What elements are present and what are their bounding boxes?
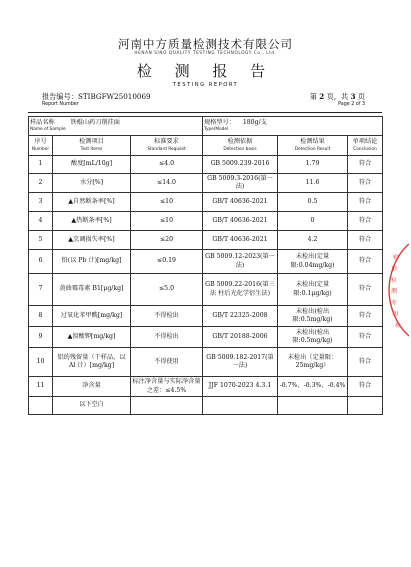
sample-type-label: 规格型号： — [204, 118, 235, 126]
row-number-cell: 11 — [29, 377, 53, 397]
detection-basis-cell: GB/T 40636-2021 — [203, 231, 278, 250]
row-number-cell: 3 — [29, 193, 53, 212]
report-number-value: STIBGFW25010069 — [77, 92, 151, 101]
conclusion-cell: 符合 — [348, 250, 383, 274]
standard-request-cell: ≤5.0 — [131, 274, 203, 306]
sample-type-label-en: Type/Model — [204, 127, 229, 133]
row-number-cell: 2 — [29, 174, 53, 193]
col-header-cn: 序号 — [34, 138, 47, 146]
report-title-en: TESTING REPORT — [172, 82, 239, 88]
table-row — [29, 231, 383, 250]
test-item-cell: 过氧化苯甲酰[mg/kg] — [53, 306, 131, 327]
test-item-cell: 水分[%] — [53, 174, 131, 193]
row-number-cell: 7 — [29, 274, 53, 306]
empty-cell — [348, 397, 383, 415]
table-row — [29, 274, 383, 306]
detection-basis-cell: GB 5009.22-2016(第三法 柱后光化学衍生法) — [203, 274, 278, 306]
detection-result-cell: 未检出(检出限:0.5mg/kg) — [278, 306, 348, 327]
table-row — [29, 156, 383, 174]
table-row — [29, 377, 383, 397]
company-name: 河南中方质量检测技术有限公司 — [118, 37, 293, 51]
test-item-cell: 净含量 — [53, 377, 131, 397]
standard-request-cell: ≤4.0 — [131, 156, 203, 174]
report-number-en: Report Number — [42, 102, 79, 107]
col-header-en: Standard Request — [147, 146, 186, 152]
empty-cell — [131, 397, 203, 415]
row-number-cell: 10 — [29, 348, 53, 377]
empty-cell — [278, 397, 348, 415]
standard-request-cell: ≤14.0 — [131, 174, 203, 193]
detection-result-cell: 4.2 — [278, 231, 348, 250]
detection-result-cell: 0.5 — [278, 193, 348, 212]
standard-request-cell: 不得使用 — [131, 348, 203, 377]
column-header-row — [29, 136, 383, 156]
col-header-cn: 检测依据 — [227, 138, 253, 146]
col-header-item — [53, 136, 131, 156]
conclusion-cell: 符合 — [348, 274, 383, 306]
table-row — [29, 193, 383, 212]
standard-request-cell: 不得检出 — [131, 306, 203, 327]
test-item-cell: 酸度[mL/10g] — [53, 156, 131, 174]
conclusion-cell: 符合 — [348, 231, 383, 250]
conclusion-cell: 符合 — [348, 327, 383, 348]
col-header-cn: 检测结果 — [300, 138, 325, 146]
col-header-cn: 检测项目 — [79, 138, 104, 146]
empty-cell — [29, 397, 53, 415]
detection-result-cell: 未检出(定量限:0.04mg/kg) — [278, 250, 348, 274]
detection-basis-cell: GB/T 40636-2021 — [203, 212, 278, 231]
detection-result-cell: 未检出（定量限：25mg/kg） — [278, 348, 348, 377]
col-header-conclusion — [348, 136, 383, 156]
conclusion-cell: 符合 — [348, 306, 383, 327]
col-header-en: Conclusion — [353, 146, 377, 152]
svg-text:章: 章 — [393, 321, 402, 330]
detection-basis-cell: GB 5009.12-2023(第一法) — [203, 250, 278, 274]
report-number — [42, 92, 151, 102]
test-item-cell: ▲自然断条率[%] — [53, 193, 131, 212]
row-number-cell: 5 — [29, 231, 53, 250]
standard-request-cell: ≤10 — [131, 212, 203, 231]
blank-below-text: 以下空白 — [53, 397, 131, 415]
sample-name-label: 样品名称 — [30, 118, 55, 126]
col-header-number — [29, 136, 53, 156]
inspection-seal-stamp — [387, 242, 409, 338]
test-item-cell: ▲烹调损失率[%] — [53, 231, 131, 250]
detection-basis-cell: GB/T 20188-2006 — [203, 327, 278, 348]
empty-cell — [203, 397, 278, 415]
company-name-en: HENAN SINO QUALITY TESTING TECHNOLOGY Co., Ltd. — [134, 50, 277, 55]
table-row — [29, 348, 383, 377]
detection-result-cell: 0 — [278, 212, 348, 231]
col-header-en: Number — [31, 146, 50, 152]
detection-basis-cell: GB 5009.182-2017(第一法) — [203, 348, 278, 377]
row-number-cell: 9 — [29, 327, 53, 348]
report-title: 检 测 报 告 — [136, 62, 275, 80]
page-suffix: 页 — [357, 92, 365, 101]
detection-basis-cell: JJF 1070-2023 4.3.1 — [203, 377, 278, 397]
table-row — [29, 327, 383, 348]
sample-name-cell — [29, 117, 203, 136]
sample-type-cell — [203, 117, 383, 136]
page-total: 3 — [350, 92, 356, 101]
table-row — [29, 174, 383, 193]
col-header-cn: 单项结论 — [352, 138, 378, 146]
conclusion-cell: 符合 — [348, 174, 383, 193]
conclusion-cell: 符合 — [348, 193, 383, 212]
conclusion-cell: 符合 — [348, 212, 383, 231]
test-item-cell: 铝的残留量（干样品，以 Al 计）[mg/kg] — [53, 348, 131, 377]
row-number-cell: 8 — [29, 306, 53, 327]
col-header-en: Detection Result — [294, 146, 331, 152]
page-mid: 页，共 — [326, 92, 349, 101]
detection-basis-cell: GB 5009.3-2016(第一法) — [203, 174, 278, 193]
conclusion-cell: 符合 — [348, 377, 383, 397]
conclusion-cell: 符合 — [348, 156, 383, 174]
svg-text:检: 检 — [392, 253, 401, 262]
row-number-cell: 6 — [29, 250, 53, 274]
detection-result-cell: -0.7%、-0.3%、-0.4% — [278, 377, 348, 397]
conclusion-cell: 符合 — [348, 348, 383, 377]
col-header-basis — [203, 136, 278, 156]
col-header-en: Test Items — [80, 146, 103, 152]
table-row — [29, 212, 383, 231]
standard-request-cell: ≤10 — [131, 193, 203, 212]
detection-result-cell: 1.79 — [278, 156, 348, 174]
svg-text:专: 专 — [390, 299, 398, 307]
page-indicator-en: Page 2 of 3 — [338, 102, 365, 107]
page-prefix: 第 — [309, 92, 317, 101]
page-indicator — [310, 92, 365, 102]
col-header-standard — [131, 136, 203, 156]
svg-text:用: 用 — [391, 310, 399, 319]
standard-request-cell: ≤20 — [131, 231, 203, 250]
detection-result-cell: 11.6 — [278, 174, 348, 193]
detection-basis-cell: GB/T 40636-2021 — [203, 193, 278, 212]
table-row — [29, 250, 383, 274]
sample-name-label-en: Name of Sample — [30, 127, 66, 133]
standard-request-cell: ≤0.19 — [131, 250, 203, 274]
sample-name-value: 铁棍山药刀削挂面 — [70, 118, 120, 126]
row-number-cell: 1 — [29, 156, 53, 174]
standard-request-cell: 不得检出 — [131, 327, 203, 348]
blank-below-row — [29, 397, 383, 415]
col-header-result — [278, 136, 348, 156]
col-header-cn: 标准要求 — [154, 138, 179, 146]
sample-info-row — [29, 117, 383, 136]
row-number-cell: 4 — [29, 212, 53, 231]
detection-basis-cell: GB/T 22325-2008 — [203, 306, 278, 327]
report-number-label: 报告编号： — [42, 92, 78, 101]
col-header-en: Detection basis — [223, 146, 257, 152]
page-current: 2 — [319, 92, 325, 101]
results-table — [28, 116, 383, 415]
detection-result-cell: 未检出(检出限:0.5mg/kg) — [278, 327, 348, 348]
table-row — [29, 306, 383, 327]
svg-text:验: 验 — [390, 264, 399, 273]
header-rule — [28, 112, 382, 113]
standard-request-cell: 标注净含量与实际净含量之差：≤4.5% — [131, 377, 203, 397]
test-item-cell: ▲溴酸钾[mg/kg] — [53, 327, 131, 348]
detection-basis-cell: GB 5009.239-2016 — [203, 156, 278, 174]
svg-text:检: 检 — [390, 276, 398, 284]
detection-result-cell: 未检出(定量限:0.1μg/kg) — [278, 274, 348, 306]
sample-type-value: 180g/支 — [242, 118, 267, 126]
test-item-cell: 黄曲霉毒素 B1[μg/kg] — [53, 274, 131, 306]
svg-text:测: 测 — [391, 288, 398, 295]
test-item-cell: 铅(以 Pb 计)[mg/kg] — [53, 250, 131, 274]
test-item-cell: ▲热断条率[%] — [53, 212, 131, 231]
